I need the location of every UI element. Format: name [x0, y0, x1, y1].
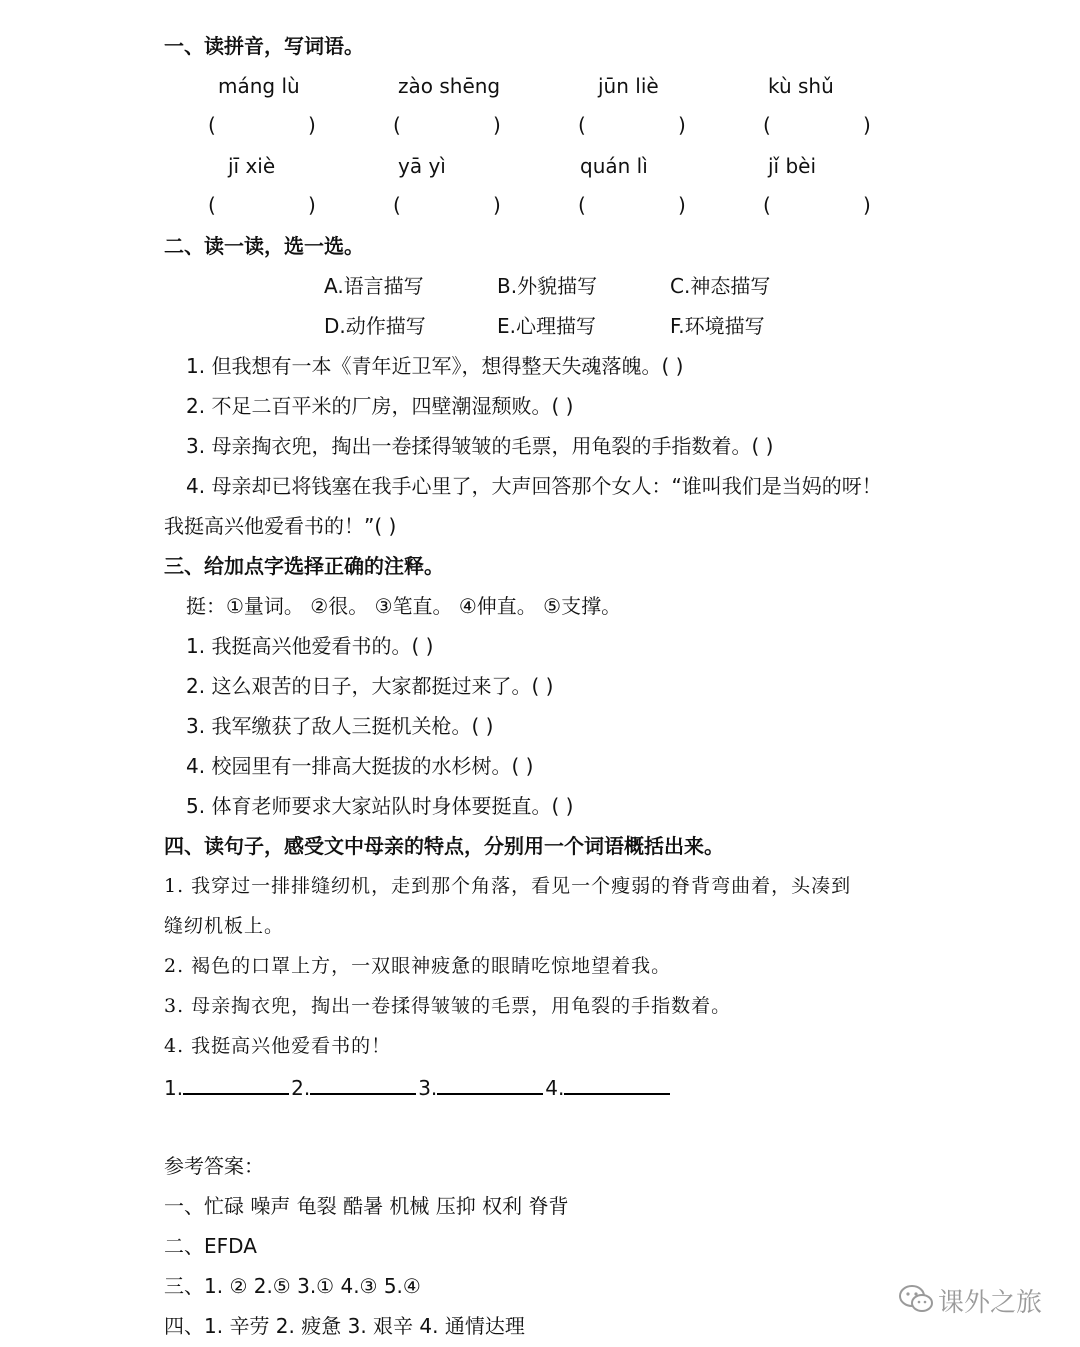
question-item: 3. 母亲掏衣兜，掏出一卷揉得皱皱的毛票，用龟裂的手指数着。( ) — [186, 434, 774, 458]
question-item: 4. 校园里有一排高大挺拔的水杉树。( ) — [186, 754, 534, 778]
section4-title: 四、读句子，感受文中母亲的特点，分别用一个词语概括出来。 — [164, 834, 724, 858]
answer-line: 四、1. 辛劳 2. 疲惫 3. 艰辛 4. 通情达理 — [164, 1314, 525, 1338]
pinyin-item: jī xiè — [228, 154, 276, 178]
answer-blank[interactable] — [564, 1073, 670, 1095]
sentence-item: 3. 母亲掏衣兜，掏出一卷揉得皱皱的毛票，用龟裂的手指数着。 — [164, 995, 732, 1017]
paren-close: ) — [493, 193, 501, 217]
question-item: 1. 我挺高兴他爱看书的。( ) — [186, 634, 434, 658]
pinyin-item: zào shēng — [398, 74, 501, 98]
question-item: 1. 但我想有一本《青年近卫军》，想得整天失魂落魄。( ) — [186, 354, 684, 378]
paren-close: ) — [678, 113, 686, 137]
definitions: 挺：①量词。 ②很。 ③笔直。 ④伸直。 ⑤支撑。 — [186, 594, 622, 618]
watermark-text: 课外之旅 — [938, 1288, 1043, 1318]
paren-close: ) — [863, 193, 871, 217]
paren-open: ( — [393, 193, 401, 217]
paren-open: ( — [208, 193, 216, 217]
option-c: C.神态描写 — [670, 274, 771, 298]
question-item-continuation: 我挺高兴他爱看书的！”( ) — [164, 514, 397, 538]
answer-blanks — [164, 1073, 672, 1101]
question-item: 4. 母亲却已将钱塞在我手心里了，大声回答那个女人：“谁叫我们是当妈的呀！ — [186, 474, 882, 498]
option-e: E.心理描写 — [497, 314, 596, 338]
sentence-item: 1. 我穿过一排排缝纫机，走到那个角落，看见一个瘦弱的脊背弯曲着，头凑到 — [164, 875, 852, 897]
blank-label: 1. — [164, 1076, 184, 1100]
option-d: D.动作描写 — [324, 314, 426, 338]
question-item: 3. 我军缴获了敌人三挺机关枪。( ) — [186, 714, 494, 738]
answer-blank[interactable] — [183, 1073, 289, 1095]
option-f: F.环境描写 — [670, 314, 765, 338]
section2-title: 二、读一读，选一选。 — [164, 234, 364, 258]
paren-open: ( — [578, 113, 586, 137]
paren-open: ( — [393, 113, 401, 137]
paren-close: ) — [493, 113, 501, 137]
sentence-item: 2. 褐色的口罩上方，一双眼神疲惫的眼睛吃惊地望着我。 — [164, 955, 672, 977]
answer-line: 二、EFDA — [164, 1234, 257, 1258]
paren-close: ) — [308, 113, 316, 137]
paren-close: ) — [308, 193, 316, 217]
answer-line: 一、忙碌 噪声 龟裂 酷暑 机械 压抑 权利 脊背 — [164, 1194, 569, 1218]
question-item: 2. 不足二百平米的厂房，四壁潮湿颓败。( ) — [186, 394, 574, 418]
sentence-item: 4. 我挺高兴他爱看书的！ — [164, 1035, 392, 1057]
paren-close: ) — [678, 193, 686, 217]
wechat-icon — [898, 1284, 934, 1314]
blank-label: 3. — [418, 1076, 438, 1100]
question-item: 2. 这么艰苦的日子，大家都挺过来了。( ) — [186, 674, 554, 698]
section3-title: 三、给加点字选择正确的注释。 — [164, 554, 444, 578]
section1-title: 一、读拼音，写词语。 — [164, 34, 364, 58]
answer-blank[interactable] — [310, 1073, 416, 1095]
pinyin-item: quán lì — [580, 154, 648, 178]
question-item: 5. 体育老师要求大家站队时身体要挺直。( ) — [186, 794, 574, 818]
paren-open: ( — [208, 113, 216, 137]
paren-open: ( — [578, 193, 586, 217]
answers-title: 参考答案： — [164, 1154, 264, 1178]
paren-open: ( — [763, 113, 771, 137]
option-b: B.外貌描写 — [497, 274, 598, 298]
pinyin-item: kù shǔ — [768, 74, 834, 98]
watermark — [898, 1282, 1042, 1319]
paren-open: ( — [763, 193, 771, 217]
answer-line: 三、1. ② 2.⑤ 3.① 4.③ 5.④ — [164, 1274, 421, 1298]
blank-label: 4. — [545, 1076, 565, 1100]
pinyin-item: jūn liè — [598, 74, 659, 98]
pinyin-item: máng lù — [218, 74, 300, 98]
pinyin-item: jǐ bèi — [768, 154, 817, 178]
paren-close: ) — [863, 113, 871, 137]
sentence-item-continuation: 缝纫机板上。 — [164, 915, 285, 937]
option-a: A.语言描写 — [324, 274, 424, 298]
blank-label: 2. — [291, 1076, 311, 1100]
pinyin-item: yā yì — [398, 154, 446, 178]
answer-blank[interactable] — [437, 1073, 543, 1095]
